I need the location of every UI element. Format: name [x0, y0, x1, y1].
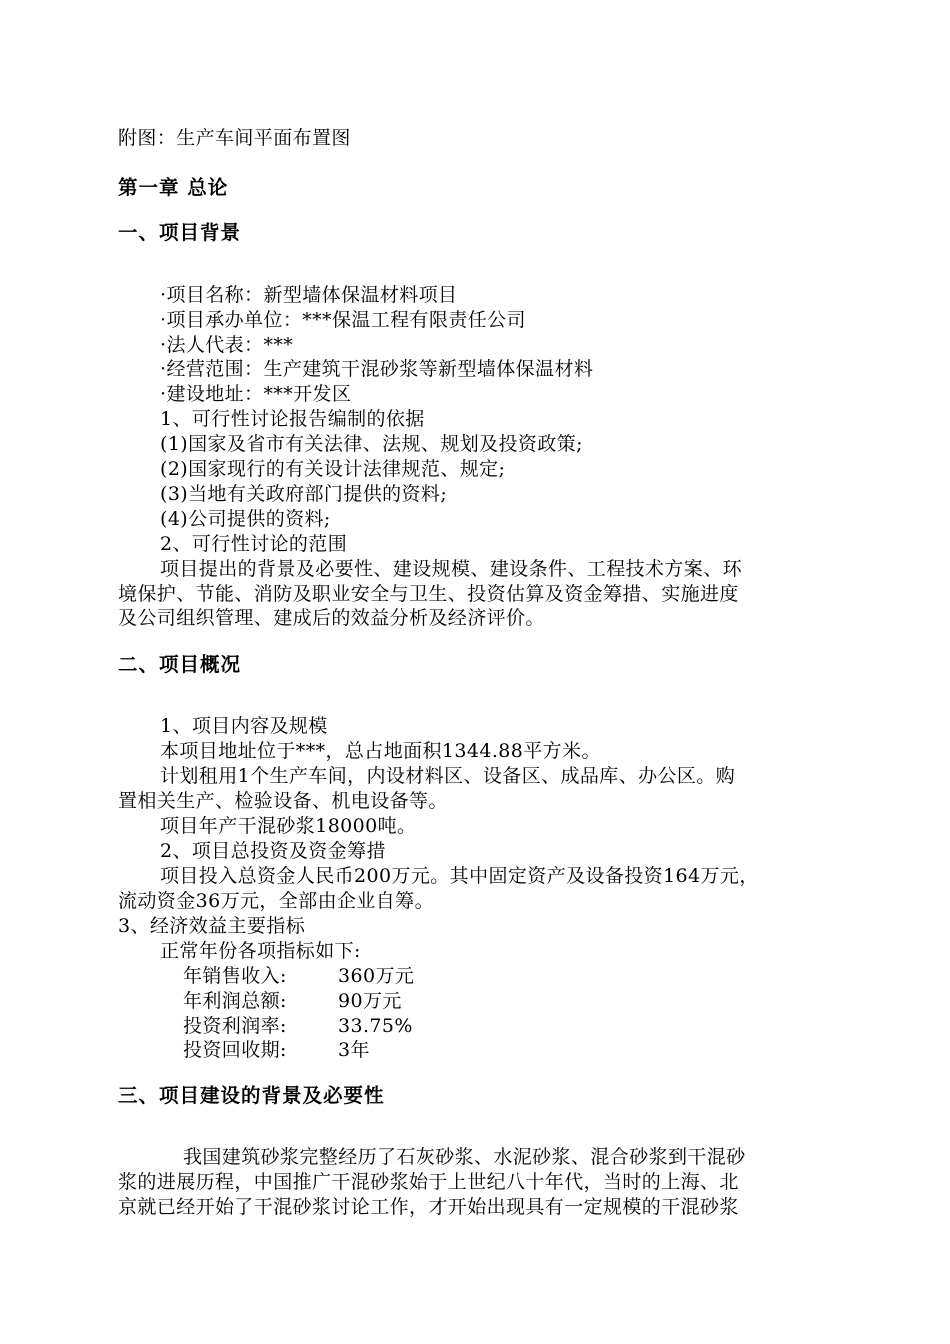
- content-line: 本项目地址位于***，总占地面积1344.88平方米。: [160, 740, 601, 762]
- content-title: 1、项目内容及规模: [160, 715, 328, 737]
- indicator-value: 90万元: [338, 990, 402, 1012]
- indicator-label: 年销售收入:: [183, 965, 287, 987]
- necessity-line: 我国建筑砂浆完整经历了石灰砂浆、水泥砂浆、混合砂浆到干混砂: [183, 1146, 746, 1168]
- bullet-address: ·建设地址：***开发区: [160, 383, 352, 405]
- necessity-line: 浆的进展历程，中国推广干混砂浆始于上世纪八十年代，当时的上海、北: [118, 1171, 739, 1193]
- appendix-caption: 附图：生产车间平面布置图: [118, 127, 351, 149]
- bullet-legal-rep: ·法人代表：***: [160, 334, 294, 356]
- indicators-title: 3、经济效益主要指标: [118, 915, 306, 937]
- content-line: 项目年产干混砂浆18000吨。: [160, 815, 417, 837]
- necessity-line: 京就已经开始了干混砂浆讨论工作，才开始出现具有一定规模的干混砂浆: [118, 1196, 739, 1218]
- indicators-intro: 正常年份各项指标如下:: [160, 940, 361, 962]
- section-heading-necessity: 三、项目建设的背景及必要性: [118, 1084, 385, 1107]
- indicator-label: 年利润总额:: [183, 990, 287, 1012]
- basis-item: (3)当地有关政府部门提供的资料;: [160, 483, 448, 505]
- bullet-organizer: ·项目承办单位：***保温工程有限责任公司: [160, 309, 526, 331]
- chapter-title: 第一章 总论: [118, 176, 229, 199]
- investment-title: 2、项目总投资及资金筹措: [160, 840, 386, 862]
- indicator-value: 360万元: [338, 965, 415, 987]
- scope-line: 及公司组织管理、建成后的效益分析及经济评价。: [118, 607, 545, 629]
- basis-item: (4)公司提供的资料;: [160, 508, 331, 530]
- indicator-value: 3年: [338, 1039, 370, 1061]
- investment-line: 流动资金36万元，全部由企业自筹。: [118, 890, 434, 912]
- scope-title: 2、可行性讨论的范围: [160, 533, 348, 555]
- section-heading-overview: 二、项目概况: [118, 653, 242, 676]
- indicator-label: 投资利润率:: [183, 1015, 287, 1037]
- content-line: 置相关生产、检验设备、机电设备等。: [118, 790, 448, 812]
- indicator-value: 33.75%: [338, 1015, 413, 1037]
- indicator-label: 投资回收期:: [183, 1039, 287, 1061]
- basis-item: (1)国家及省市有关法律、法规、规划及投资政策;: [160, 433, 583, 455]
- content-line: 计划租用1个生产车间，内设材料区、设备区、成品库、办公区。购: [160, 765, 736, 787]
- bullet-business-scope: ·经营范围：生产建筑干混砂浆等新型墙体保温材料: [160, 358, 594, 380]
- basis-item: (2)国家现行的有关设计法律规范、规定;: [160, 458, 506, 480]
- basis-title: 1、可行性讨论报告编制的依据: [160, 408, 425, 430]
- bullet-project-name: ·项目名称：新型墙体保温材料项目: [160, 284, 458, 306]
- investment-line: 项目投入总资金人民币200万元。其中固定资产及设备投资164万元，: [160, 865, 759, 887]
- scope-line: 境保护、节能、消防及职业安全与卫生、投资估算及资金筹措、实施进度: [118, 583, 739, 605]
- section-heading-background: 一、项目背景: [118, 221, 242, 244]
- scope-line: 项目提出的背景及必要性、建设规模、建设条件、工程技术方案、环: [160, 558, 743, 580]
